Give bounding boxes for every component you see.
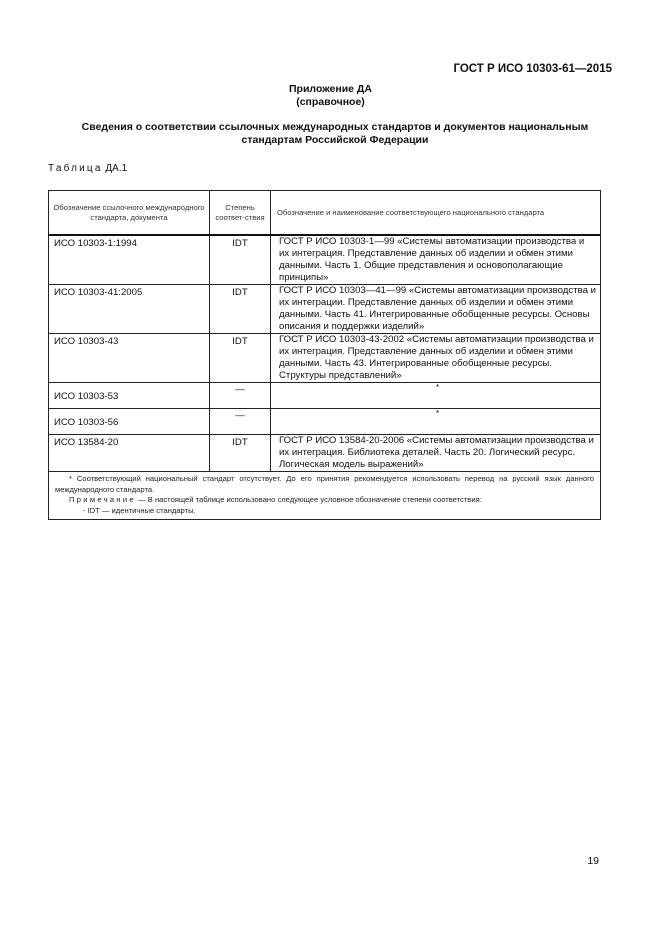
dash-mark: — xyxy=(235,384,245,395)
table-row xyxy=(49,383,601,409)
table-row xyxy=(49,235,601,285)
cell-degree: IDT xyxy=(210,285,271,334)
cell-national: ГОСТ Р ИСО 13584-20-2006 «Системы автоматизации производства и их интеграция. Библиотека деталей. Часть 20. Логический ресурс. Логическая модель выражений» xyxy=(271,435,601,472)
section-title xyxy=(40,121,630,147)
cell-national: ГОСТ Р ИСО 10303-1—99 «Системы автоматизации производства и их интеграция. Представление данных об изделии и обмен этими данными. Часть 1. Общие представления и основополагающие принципы» xyxy=(271,235,601,285)
cell-national xyxy=(271,383,601,409)
header-national-standard: Обозначение и наименование соответствующего национального стандарта xyxy=(271,191,601,236)
table-row xyxy=(49,334,601,383)
appendix-heading xyxy=(0,83,661,109)
cell-degree xyxy=(210,409,271,435)
note-item: - IDT — идентичные стандарты. xyxy=(83,505,196,515)
appendix-title: Приложение ДА xyxy=(289,83,372,95)
cell-degree: IDT xyxy=(210,435,271,472)
document-code: ГОСТ Р ИСО 10303-61—2015 xyxy=(453,63,612,75)
note-label: Примечание xyxy=(69,495,136,504)
table-footnote-row xyxy=(49,472,601,520)
table-header-row xyxy=(49,191,601,236)
table-caption xyxy=(48,163,127,174)
table-caption-number: ДА.1 xyxy=(105,163,128,174)
cell-degree xyxy=(210,383,271,409)
table-caption-word: Таблица xyxy=(48,163,103,174)
cell-degree: IDT xyxy=(210,235,271,285)
cell-national xyxy=(271,409,601,435)
header-degree: Степень соответ-ствия xyxy=(210,191,271,236)
dash-mark: — xyxy=(235,410,245,421)
correspondence-table xyxy=(48,190,601,520)
cell-national: ГОСТ Р ИСО 10303-43-2002 «Системы автоматизации производства и их интеграция. Представление данных об изделии и обмен этими данными. Часть 43. Интегрированные обобщенные ресурсы. Структуры представлений» xyxy=(271,334,601,383)
cell-reference: ИСО 10303-41:2005 xyxy=(49,285,210,334)
footnote-text: * Соответствующий национальный стандарт отсутствует. До его принятия рекомендуется использовать перевод на русский язык данного международного стандарта. xyxy=(55,474,594,494)
cell-national: ГОСТ Р ИСО 10303—41—99 «Системы автоматизации производства и их интеграции. Представление данных об изделии и обмен этими данными. Часть 41. Интегрированные обобщенные ресурсы. Основы описания и поддержки изделий» xyxy=(271,285,601,334)
table-row xyxy=(49,435,601,472)
cell-reference: ИСО 13584-20 xyxy=(49,435,210,472)
section-title-line: Сведения о соответствии ссылочных международных стандартов и документов национальным xyxy=(81,121,589,133)
table-row xyxy=(49,285,601,334)
cell-reference: ИСО 10303-56 xyxy=(49,409,210,435)
footnote-mark: * xyxy=(435,383,440,392)
cell-reference: ИСО 10303-53 xyxy=(49,383,210,409)
header-reference-standard: Обозначение ссылочного международного стандарта, документа xyxy=(49,191,210,236)
note-text: — В настоящей таблице использовано следующее условное обозначение степени соответствия: xyxy=(138,495,482,504)
cell-reference: ИСО 10303-43 xyxy=(49,334,210,383)
page-number: 19 xyxy=(587,855,599,867)
footnote-mark: * xyxy=(435,409,440,418)
section-title-line: стандартам Российской Федерации xyxy=(241,134,429,146)
cell-reference: ИСО 10303-1:1994 xyxy=(49,235,210,285)
note-line xyxy=(55,495,594,506)
appendix-subtitle: (справочное) xyxy=(296,96,365,108)
table-row xyxy=(49,409,601,435)
table-footnote xyxy=(49,472,601,520)
cell-degree: IDT xyxy=(210,334,271,383)
